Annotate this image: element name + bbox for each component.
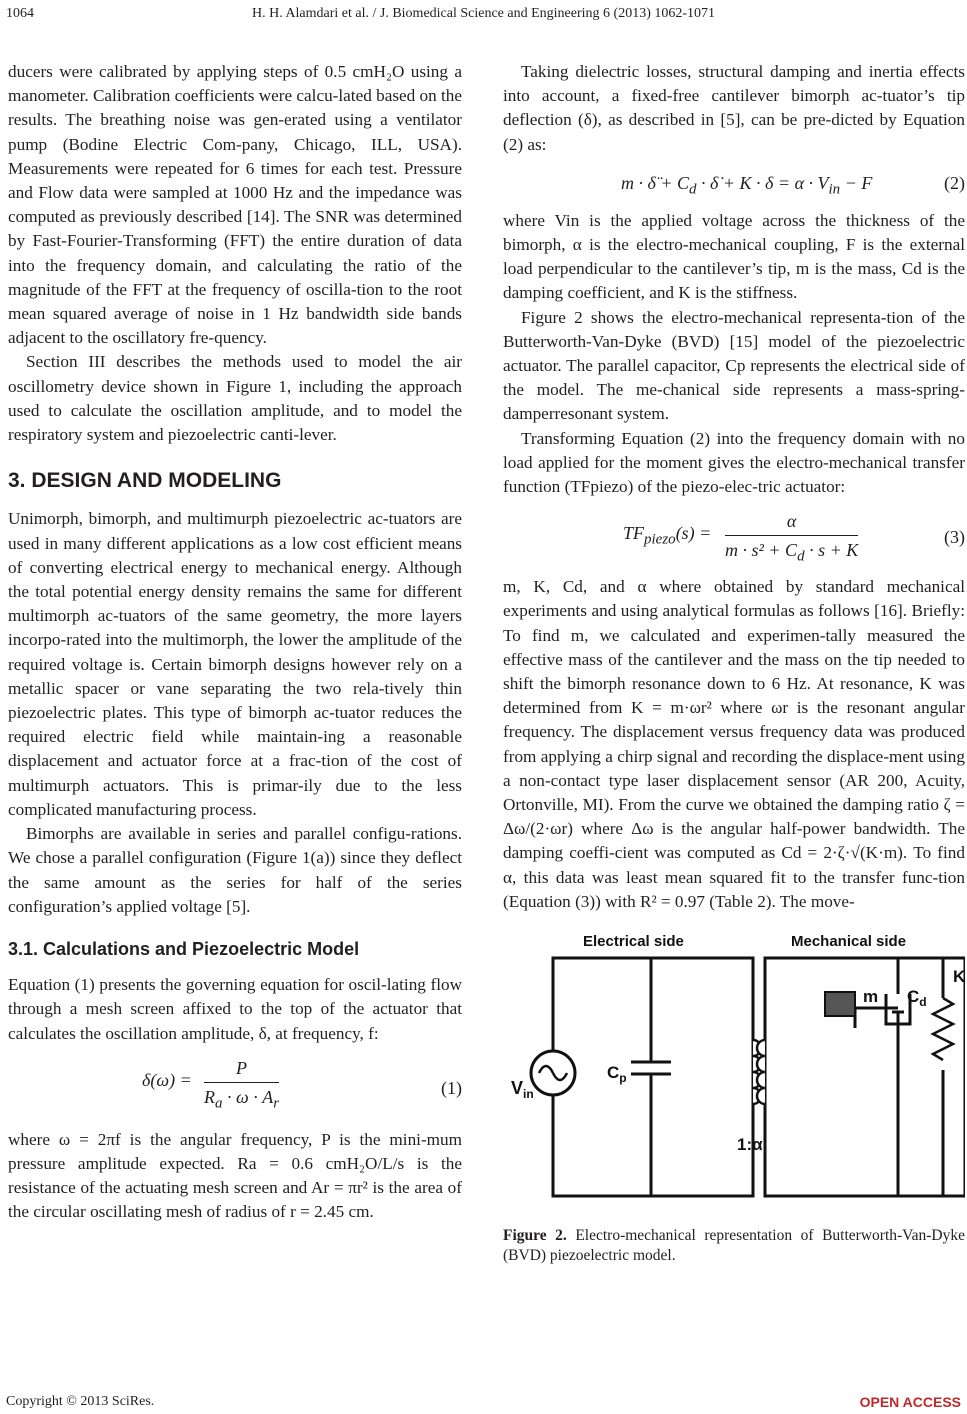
figure-caption — [503, 1226, 965, 1266]
paragraph: Figure 2 shows the electro-mechanical representa-tion of the Butterworth-Van-Dyke (BVD) [15] model of the piezoelectric actuator. The parallel capacitor, Cp represents the electrical side of the model. The me-chanical side represents a mass-spring-damperresonant system. — [503, 307, 965, 424]
running-head: H. H. Alamdari et al. / J. Biomedical Science and Engineering 6 (2013) 1062-1071 — [251, 6, 716, 21]
equation-number: (3) — [944, 527, 965, 548]
bvd-circuit-diagram — [503, 928, 965, 1218]
electrical-side-label: Electrical side — [583, 933, 684, 951]
transformer-ratio-label: 1:α — [737, 1135, 763, 1155]
right-column — [503, 60, 965, 1266]
page-header — [0, 6, 967, 28]
vin-label: $V_{in}$ — [511, 1078, 534, 1102]
paragraph: Equation (1) presents the governing equation for oscil-lating flow through a mesh screen affixed to the top of the actuator that calculates the oscillation amplitude, δ, at frequency, f: — [8, 975, 462, 1043]
paragraph: Unimorph, bimorph, and multimurph piezoelectric ac-tuators are used in many different applications as a low cost efficient means of converting electrical energy to mechanical energy. Although the total potential energy density remains the same for different multimorph ac-tuators of the same geometry, the more layers incorpo-rated into the multimorph, the lower the amplitude of the required voltage is. Certain bimorph designs however rely on a metallic spacer or vane separating the two rela-tively thin piezoelectric plates. This type of bimorph ac-tuator reduces the required electric field while maintain-ing a reasonable displacement and actuator force at a frac-tion of the cost of multimurph actuators. This is primar-ily due to the less complicated manufacturing process. — [8, 509, 462, 819]
paragraph: m, K, Cd, and α where obtained by standard mechanical experiments and using analytical formulas as follows [16]. Briefly: To find m, we calculated and experimen-tally measured the effective mass of the cantilever and the mass on the tip needed to shift the bimorph resonance down to 6 Hz. At resonance, K was determined from K = m·ωr² where ωr is the resonant angular frequency. The displacement versus frequency data was produced from applying a chirp signal and recording the displace-ment using a non-contact type laser displacement sensor (AR 200, Acuity, Ortonville, MI). From the curve we obtained the damping ratio ζ = Δω/(2·ωr) where Δω is the angular half-power bandwidth. The damping coeffi-cient was computed as Cd = 2·ζ·√(K·m). To find α, this data was least mean squared fit to the transfer func-tion (Equation (3)) with R² = 0.97 (Table 2). The move- — [503, 577, 965, 911]
left-column — [8, 60, 462, 1225]
paragraph: where ω = 2πf is the angular frequency, P is the mini-mum pressure amplitude expected. Ra = 0.6 cmH₂O/L/s is the resistance of the actuating mesh screen and Ar = πr² is the area of the circular oscillating mesh of radius of r = 2.45 cm. — [8, 1129, 462, 1222]
section-heading: 3. DESIGN AND MODELING — [8, 469, 282, 493]
page-footer — [6, 1394, 961, 1410]
cp-label: $C_p$ — [607, 1063, 627, 1086]
paragraph: ducers were calibrated by applying steps of 0.5 cmH₂O using a manometer. Calibration coefficients were calcu-lated based on the results. The breathing noise was gen-erated using a ventilator pump (Bodine Electric Com-pany, Chicago, ILL, USA). Measurements were repeated for 6 times for each test. Pressure and Flow data were sampled at 1000 Hz and the impedance was computed as previously described [14]. The SNR was determined by Fast-Fourier-Transforming (FFT) the entire duration of data into the frequency domain, and calculating the ratio of the magnitude of the FFT at the frequency of oscilla-tion to the root mean squared average of noise in 1 Hz bandwidth side bands adjacent to the oscillatory fre-quency. — [8, 62, 463, 348]
equation-number: (2) — [944, 172, 965, 193]
paragraph: where Vin is the applied voltage across the thickness of the bimorph, α is the electro-mechanical coupling, F is the external load perpendicular to the cantilever’s tip, m is the mass, Cd is the damping coefficient, and K is the stiffness. — [503, 210, 965, 303]
stiffness-label: K — [953, 967, 965, 987]
figure-2 — [503, 928, 965, 1218]
mechanical-side-label: Mechanical side — [791, 933, 907, 951]
page-number: 1064 — [6, 6, 34, 21]
paragraph: Bimorphs are available in series and parallel configu-rations. We chose a parallel configuration (Figure 1(a)) since they deflect the same amount as the series for half of the series configuration’s applied voltage [5]. — [8, 824, 462, 916]
equation-number: (1) — [441, 1077, 462, 1098]
paragraph: Section III describes the methods used to model the air oscillometry device shown in Figure 1, including the approach used to calculate the oscillation amplitude, and to model the respiratory system and piezoelectric canti-lever. — [8, 352, 462, 445]
equation-1: δ(ω) = $\frac{P}{R_a \cdot \omega \cdot A_r}$ (1) — [142, 1057, 462, 1112]
caption-text: Electro-mechanical representation of Butterworth-Van-Dyke (BVD) piezoelectric model. — [503, 1227, 965, 1265]
caption-label: Figure 2. — [503, 1227, 567, 1245]
copyright: Copyright © 2013 SciRes. — [6, 1394, 155, 1409]
mass-label: m — [863, 987, 879, 1007]
subsection-heading: 3.1. Calculations and Piezoelectric Model — [8, 938, 360, 959]
electrical-side-box — [553, 958, 753, 1196]
equation-2: m · δ̈ + $C_d$ · δ̇ + $K \cdot \delta = \alpha \cdot V_{in} - F$ (2) — [621, 172, 965, 198]
paragraph: Transforming Equation (2) into the frequency domain with no load applied for the moment gives the electro-mechanical transfer function (TFpiezo) of the piezo-elec-tric actuator: — [503, 428, 965, 497]
paragraph: Taking dielectric losses, structural damping and inertia effects into account, a fixed-free cantilever bimorph ac-tuator’s tip deflection (δ), as described in [5], can be pre-dicted by Equation (2) as: — [503, 62, 965, 154]
equation-3: $TF_{piezo}(s)$ = $\frac{\alpha}{m \cdot s^2 + C_d \cdot s + K}$ (3) — [623, 511, 965, 566]
damping-label: $C_d$ — [907, 987, 927, 1010]
mass-block — [825, 992, 855, 1016]
open-access-badge: OPEN ACCESS — [859, 1394, 961, 1410]
